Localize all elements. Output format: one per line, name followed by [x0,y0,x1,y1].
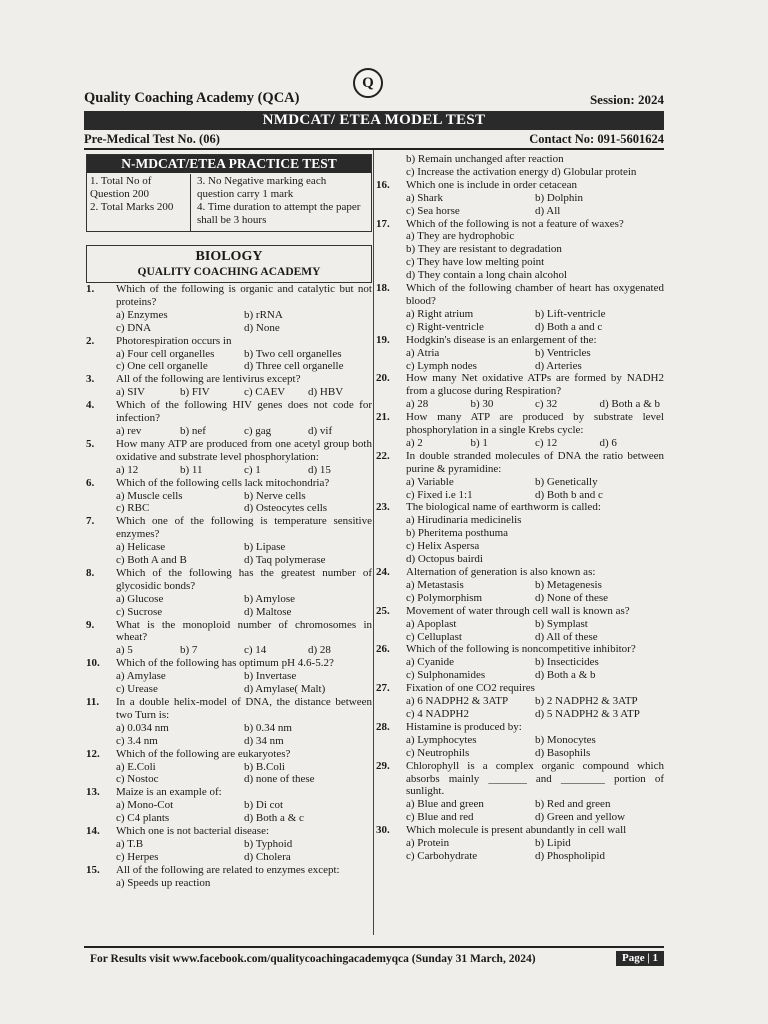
answer-option: b) Lipid [535,837,571,850]
answer-option: d) HBV [308,386,344,399]
answer-option: b) They are resistant to degradation [406,243,562,256]
answer-option: b) 1 [470,436,488,449]
answer-option: b) Amylose [244,592,296,605]
answer-option: d) Taq polymerase [244,554,326,567]
question-item [376,334,664,373]
option-list [406,656,664,682]
answer-option: a) Amylase [116,670,166,683]
question-number: 3. [86,373,95,386]
question-number: 27. [376,682,390,695]
question-text: All of the following are lentivirus except? [116,373,301,386]
question-text: Which of the following is not a feature of waxes? [406,217,624,230]
info-box-left [87,174,191,231]
answer-option: c) Sucrose [116,605,163,618]
header-rule [84,148,664,150]
question-number: 8. [86,566,95,579]
question-item [86,619,372,658]
answer-option: d) Osteocytes cells [244,502,328,515]
answer-option: a) Mono-Cot [116,799,174,812]
answer-option: a) 28 [406,398,429,411]
answer-option: d) They contain a long chain alcohol [406,269,568,282]
question-text: Hodgkin's disease is an enlargement of the: [406,333,597,346]
option-list [406,347,664,373]
section-subtitle: QUALITY COACHING ACADEMY [137,266,321,278]
option-list [406,837,664,863]
answer-option: c) Carbohydrate [406,849,478,862]
option-list [406,476,664,502]
question-number: 22. [376,449,390,462]
answer-option: b) Nerve cells [244,489,306,502]
answer-option: b) 30 [470,398,494,411]
answer-option: a) Enzymes [116,308,168,321]
option-list [406,230,664,282]
question-text: What is the monoploid number of chromosomes in wheat? [116,618,372,644]
test-number: Pre-Medical Test No. (06) [84,132,220,146]
answer-option: b) 2 NADPH2 & 3ATP [535,695,638,708]
answer-option: b) Di cot [244,799,284,812]
answer-option: a) Variable [406,475,454,488]
answer-option: d) Both b and c [535,488,603,501]
question-text: Which of the following is organic and catalytic but not proteins? [116,283,372,308]
question-number: 24. [376,566,390,578]
answer-option: a) SIV [116,386,146,399]
answer-option: d) All [535,204,561,217]
answer-option: d) Amylase( Malt) [244,683,326,696]
answer-option: b) Lipase [244,541,286,554]
option-list [406,695,664,721]
option-list [406,514,664,566]
option-list [116,309,372,335]
answer-option: a) Hirudinaria medicinelis [406,514,522,527]
question-item [86,567,372,619]
question-number: 4. [86,399,95,412]
answer-option: c) CAEV [244,386,286,399]
option-list [116,644,372,657]
option-list [406,153,664,179]
answer-option: a) Speeds up reaction [116,876,211,889]
question-number: 15. [86,863,100,876]
answer-option: d) Both a and c [535,320,603,333]
answer-option: c) 1 [244,463,261,476]
question-item [376,605,664,644]
answer-option: c) Nostoc [116,773,159,786]
answer-option: b) Remain unchanged after reaction [406,153,564,165]
answer-option: b) Metagenesis [535,578,602,591]
question-item [86,825,372,864]
question-number: 30. [376,824,390,837]
page-number: Page | 1 [616,951,664,966]
question-item [376,824,664,863]
answer-option: c) Urease [116,683,158,696]
answer-option: c) 12 [535,436,558,449]
subheader-row [84,132,664,148]
answer-option: c) Herpes [116,850,159,863]
answer-option: a) Lymphocytes [406,733,477,746]
question-item [86,438,372,477]
question-number: 14. [86,825,100,838]
answer-option: d) Cholera [244,850,291,863]
question-text: Photorespiration occurs in [116,334,232,347]
question-number: 25. [376,604,390,617]
option-list [116,490,372,516]
test-banner: NMDCAT/ ETEA MODEL TEST [84,111,664,130]
option-list [116,464,372,477]
info-box-title: N-MDCAT/ETEA PRACTICE TEST [87,155,371,173]
answer-option: a) Right atrium [406,307,474,320]
contact-number: Contact No: 091-5601624 [529,132,664,146]
answer-option: c) Increase the activation energy d) Globular protein [406,165,637,178]
left-question-column [86,283,372,890]
answer-option: b) Dolphin [535,191,583,204]
answer-option: c) Helix Aspersa [406,540,480,553]
answer-option: a) T.B [116,837,144,850]
question-text: All of the following are related to enzymes except: [116,863,340,876]
answer-option: c) Sea horse [406,204,460,217]
answer-option: b) rRNA [244,308,283,321]
answer-option: a) 5 [116,644,133,657]
question-item [86,373,372,399]
question-number: 6. [86,476,95,489]
column-divider [373,150,374,935]
info-item: 1. Total No of Question 200 [90,175,152,200]
question-number: 1. [86,283,95,295]
answer-option: b) B.Coli [244,760,285,773]
answer-option: d) Maltose [244,605,292,618]
question-item [86,283,372,335]
question-item [376,282,664,334]
question-text: How many ATP are produced from one acetyl group both oxidative and substrate level phosphorylation: [116,437,372,463]
answer-option: d) None [244,321,280,334]
answer-option: b) Two cell organelles [244,347,342,360]
question-item [376,411,664,450]
answer-option: b) Invertase [244,670,297,683]
answer-option: d) Arteries [535,359,582,372]
option-list [406,398,664,411]
question-item [376,372,664,411]
answer-option: a) Blue and green [406,798,484,811]
question-number: 28. [376,720,390,733]
answer-option: c) DNA [116,321,152,334]
question-number: 13. [86,786,100,799]
question-number: 26. [376,643,390,656]
answer-option: a) Atria [406,346,440,359]
question-text: Which one is include in order cetacean [406,178,578,191]
question-number: 16. [376,178,390,191]
answer-option: d) 15 [308,463,331,476]
answer-option: c) Fixed i.e 1:1 [406,488,473,501]
info-box-right [192,174,371,231]
question-item [376,153,664,179]
question-number: 23. [376,501,390,514]
answer-option: c) C4 plants [116,812,170,825]
question-number: 12. [86,747,100,760]
answer-option: c) 4 NADPH2 [406,707,469,720]
answer-option: b) Typhoid [244,837,293,850]
answer-option: c) Sulphonamides [406,669,486,682]
option-list [406,734,664,760]
answer-option: d) Three cell organelle [244,360,344,373]
option-list [116,722,372,748]
question-text: Which of the following chamber of heart has oxygenated blood? [406,282,664,307]
session-label: Session: 2024 [589,92,664,107]
question-number: 19. [376,333,390,346]
question-text: In double stranded molecules of DNA the ratio between purine & pyramidine: [406,449,664,475]
question-text: Which of the following HIV genes does not code for infection? [116,399,372,425]
answer-option: a) 2 [406,436,423,449]
option-list [116,877,372,890]
question-text: Histamine is produced by: [406,720,522,733]
option-list [406,579,664,605]
question-text: Chlorophyll is a complex organic compound which absorbs mainly _______ and ________ portion of sunlight. [406,759,664,798]
answer-option: a) Glucose [116,592,164,605]
answer-option: a) Cyanide [406,656,454,669]
option-list [116,348,372,374]
answer-option: a) 6 NADPH2 & 3ATP [406,695,509,708]
question-number: 20. [376,372,390,385]
answer-option: d) Green and yellow [535,811,626,824]
answer-option: b) Red and green [535,798,611,811]
question-number: 10. [86,657,100,670]
question-item [86,477,372,516]
question-item [86,515,372,567]
question-text: Fixation of one CO2 requires [406,682,535,695]
question-item [376,218,664,283]
answer-option: a) Four cell organelles [116,347,215,360]
option-list [406,192,664,218]
option-list [406,308,664,334]
question-number: 2. [86,334,95,347]
answer-option: a) E.Coli [116,760,156,773]
answer-option: b) Ventricles [535,346,591,359]
question-number: 17. [376,217,390,230]
header-row [84,75,664,110]
answer-option: b) Insecticides [535,656,599,669]
question-text: The biological name of earthworm is called: [406,501,601,514]
question-text: In a double helix-model of DNA, the distance between two Turn is: [116,696,372,721]
answer-option: a) 0.034 nm [116,721,169,734]
answer-option: d) All of these [535,630,598,643]
answer-option: d) none of these [244,773,315,786]
answer-option: a) Protein [406,837,450,850]
answer-option: d) Both a & b [535,669,596,682]
page-footer [84,946,664,966]
answer-option: b) 7 [180,644,198,657]
answer-option: b) 0.34 nm [244,721,292,734]
answer-option: c) 14 [244,644,267,657]
answer-option: a) Shark [406,191,443,204]
answer-option: b) FIV [180,386,210,399]
answer-option: a) They are hydrophobic [406,230,515,243]
answer-option: c) gag [244,424,272,437]
answer-option: c) Both A and B [116,554,187,567]
question-item [376,179,664,218]
question-text: How many ATP are produced by substrate level phosphorylation in a single Krebs cycle: [406,411,664,437]
answer-option: d) None of these [535,591,609,604]
info-item: 4. Time duration to attempt the paper shall be 3 hours [197,201,361,226]
answer-option: d) Phospholipid [535,849,605,862]
question-item [376,566,664,605]
question-text: Movement of water through cell wall is known as? [406,604,630,617]
answer-option: c) 32 [535,398,558,411]
question-number: 5. [86,437,95,450]
academy-logo: Q [353,68,383,98]
section-title: BIOLOGY [195,249,263,264]
question-item [376,450,664,502]
question-number: 18. [376,282,390,295]
question-number: 29. [376,759,390,772]
option-list [116,799,372,825]
info-box [86,154,372,232]
answer-option: d) 6 [599,436,617,449]
answer-option: c) They have low melting point [406,256,545,269]
question-text: Which one is not bacterial disease: [116,825,270,838]
question-text: Which one of the following is temperature sensitive enzymes? [116,515,372,541]
question-text: Which of the following are eukaryotes? [116,747,291,760]
section-heading-box [86,245,372,283]
question-text: Which of the following is noncompetitive inhibitor? [406,643,636,656]
question-text: Alternation of generation is also known as: [406,566,596,578]
answer-option: b) 11 [180,463,203,476]
question-item [376,501,664,566]
answer-option: d) 28 [308,644,331,657]
info-item: 2. Total Marks 200 [90,201,174,213]
question-item [86,657,372,696]
question-number: 9. [86,618,95,631]
option-list [116,386,372,399]
question-item [376,721,664,760]
question-item [86,335,372,374]
question-text: Which of the following has optimum pH 4.6-5.2? [116,657,334,670]
option-list [116,425,372,438]
answer-option: c) Right-ventricle [406,320,484,333]
question-number: 11. [86,696,100,708]
answer-option: d) Both a & b [599,398,660,411]
answer-option: b) Pheritema posthuma [406,527,509,540]
answer-option: a) Muscle cells [116,489,183,502]
option-list [406,618,664,644]
answer-option: c) Neutrophils [406,746,470,759]
answer-option: b) Lift-ventricle [535,307,606,320]
question-text: Maize is an example of: [116,786,222,799]
question-text: Which of the following cells lack mitochondria? [116,476,330,489]
option-list [406,798,664,824]
answer-option: b) Genetically [535,475,598,488]
question-item [86,399,372,438]
answer-option: b) Monocytes [535,733,596,746]
answer-option: a) Apoplast [406,617,457,630]
answer-option: d) Basophils [535,746,591,759]
answer-option: c) Lymph nodes [406,359,477,372]
answer-option: a) rev [116,424,142,437]
question-item [376,760,664,825]
answer-option: c) 3.4 nm [116,734,158,747]
question-text: How many Net oxidative ATPs are formed by NADH2 from a glucose during Respiration? [406,372,664,398]
answer-option: b) Symplast [535,617,588,630]
option-list [116,838,372,864]
answer-option: d) Both a & c [244,812,304,825]
option-list [406,437,664,450]
question-item [86,786,372,825]
option-list [116,670,372,696]
question-text: Which molecule is present abundantly in cell wall [406,824,627,837]
answer-option: a) 12 [116,463,139,476]
answer-option: c) One cell organelle [116,360,208,373]
answer-option: a) Metastasis [406,578,464,591]
answer-option: b) nef [180,424,206,437]
organization-name: Quality Coaching Academy (QCA) [84,90,300,106]
question-item [86,864,372,890]
answer-option: c) Blue and red [406,811,474,824]
question-item [86,748,372,787]
answer-option: d) vif [308,424,333,437]
question-text: Which of the following has the greatest number of glycosidic bonds? [116,566,372,592]
answer-option: d) 34 nm [244,734,284,747]
question-item [376,682,664,721]
question-item [376,643,664,682]
answer-option: c) Polymorphism [406,591,483,604]
footer-text: For Results visit www.facebook.com/qualitycoachingacademyqca (Sunday 31 March, 2024) [90,953,536,965]
answer-option: a) Helicase [116,541,166,554]
question-item [86,696,372,748]
answer-option: d) Octopus bairdi [406,553,483,566]
info-item: 3. No Negative marking each question carry 1 mark [197,175,327,200]
option-list [116,593,372,619]
question-number: 21. [376,411,390,424]
question-number: 7. [86,515,95,528]
answer-option: c) Celluplast [406,630,462,643]
option-list [116,761,372,787]
answer-option: c) RBC [116,502,150,515]
option-list [116,541,372,567]
right-question-column [376,153,664,863]
answer-option: d) 5 NADPH2 & 3 ATP [535,707,640,720]
